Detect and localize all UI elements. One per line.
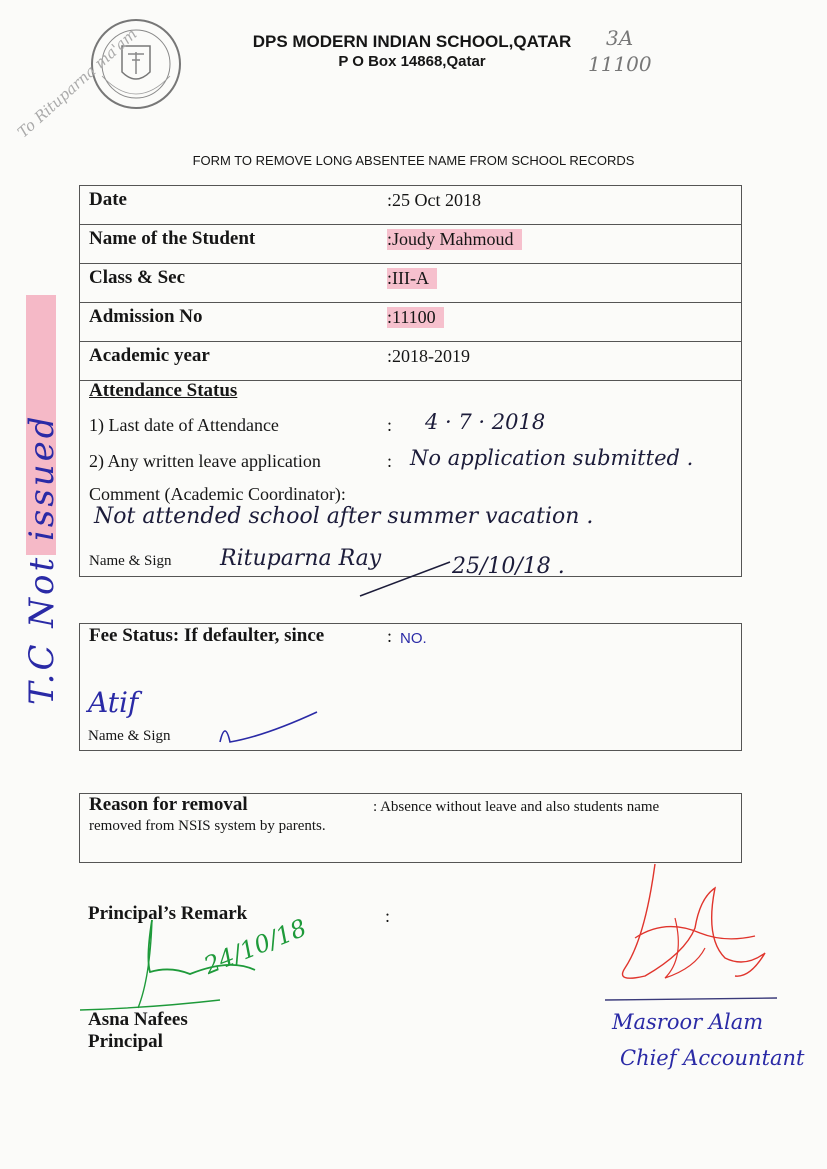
student-name-label: Name of the Student — [89, 228, 256, 249]
table-row-admission — [80, 303, 741, 342]
school-address: P O Box 14868,Qatar — [338, 53, 486, 70]
accountant-name: Masroor Alam — [612, 1010, 764, 1034]
academic-year-value: :2018-2019 — [387, 346, 470, 366]
class-value: :III-A — [387, 268, 437, 289]
principal-remark-colon: : — [385, 906, 391, 926]
side-note-tc-not-issued: T.C Not issued — [22, 285, 62, 705]
coordinator-signature: Rituparna Ray — [220, 546, 382, 571]
fee-status-box — [79, 623, 742, 751]
school-name: DPS MODERN INDIAN SCHOOL,QATAR — [252, 32, 572, 51]
date-label: Date — [89, 189, 127, 210]
last-date-label: 1) Last date of Attendance — [89, 415, 279, 435]
reason-for-removal-box — [79, 793, 742, 863]
fee-status-label: Fee Status: If defaulter, since — [89, 625, 325, 646]
reason-value-line1: : Absence without leave and also students name — [373, 799, 660, 815]
table-row-academic-year — [80, 342, 741, 381]
admission-value: :11100 — [387, 307, 444, 328]
leave-application-value: No application submitted . — [410, 446, 694, 470]
academic-year-label: Academic year — [89, 345, 210, 366]
admission-label: Admission No — [89, 306, 203, 327]
accounts-signature: Atif — [88, 686, 139, 719]
accountant-title: Chief Accountant — [620, 1046, 805, 1070]
table-row-class — [80, 264, 741, 303]
principal-title: Principal — [88, 1031, 163, 1052]
last-date-colon: : — [387, 415, 393, 435]
coordinator-sign-label: Name & Sign — [89, 553, 172, 569]
table-row-date — [80, 186, 741, 225]
signature-flourish — [355, 556, 455, 600]
corner-note-class: 3A — [606, 26, 634, 50]
reason-value-line2: removed from NSIS system by parents. — [89, 818, 326, 834]
fee-status-value: NO. — [400, 630, 427, 647]
principal-remark-label: Principal’s Remark — [88, 903, 248, 924]
comment-value: Not attended school after summer vacation . — [94, 504, 594, 529]
attendance-status-heading: Attendance Status — [89, 380, 238, 401]
leave-colon: : — [387, 451, 393, 471]
corner-note-admission: 11100 — [588, 52, 652, 76]
coordinator-sign-date: 25/10/18 . — [452, 554, 565, 579]
class-label: Class & Sec — [89, 267, 186, 288]
form-title: FORM TO REMOVE LONG ABSENTEE NAME FROM SCHOOL RECORDS — [192, 153, 635, 168]
leave-application-label: 2) Any written leave application — [89, 451, 321, 471]
margin-note: To Rituparna ma'am — [14, 24, 141, 142]
table-row-student-name — [80, 225, 741, 264]
date-value: :25 Oct 2018 — [387, 190, 481, 210]
last-date-value: 4 · 7 · 2018 — [425, 410, 546, 434]
student-name-value: :Joudy Mahmoud — [387, 229, 522, 250]
student-details-table — [79, 185, 742, 577]
accountant-signature — [605, 858, 785, 1008]
fee-sign-label: Name & Sign — [88, 728, 171, 744]
fee-colon: : — [387, 626, 393, 646]
principal-sign-date: 24/10/18 — [200, 913, 311, 980]
accounts-signature-stroke — [205, 706, 325, 746]
reason-label: Reason for removal — [89, 794, 248, 815]
comment-label: Comment (Academic Coordinator): — [89, 484, 346, 504]
principal-name: Asna Nafees — [88, 1009, 188, 1030]
